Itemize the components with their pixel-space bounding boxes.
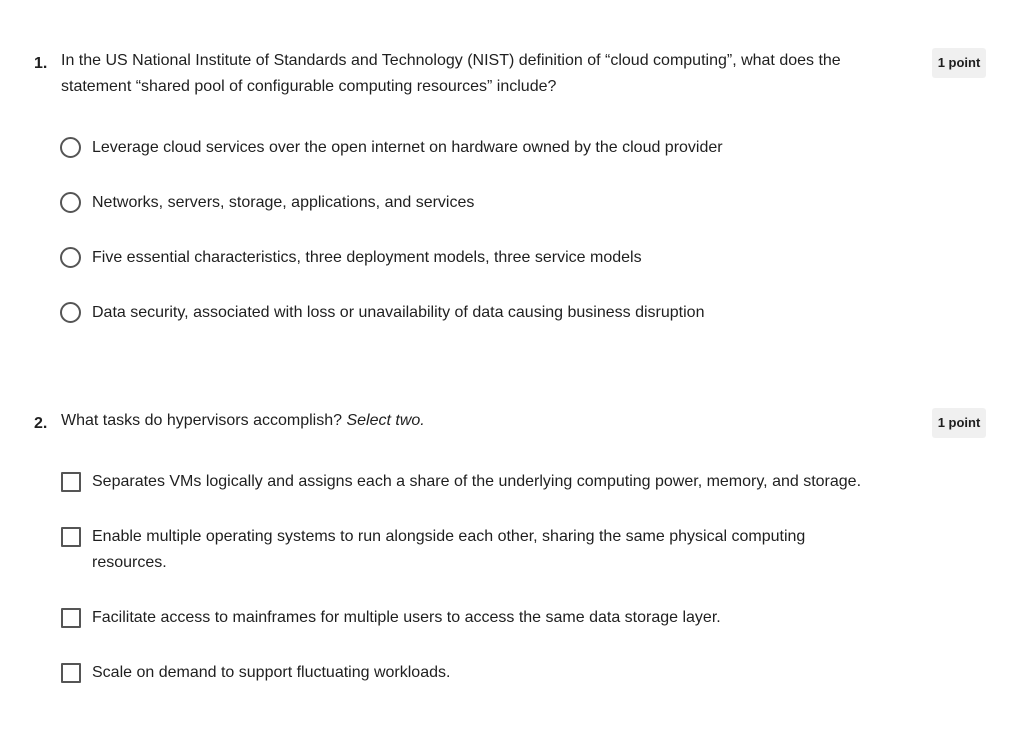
option-label: Data security, associated with loss or unavailability of data causing business disruption <box>92 304 705 321</box>
question-number: 1. <box>34 55 48 72</box>
radio-button[interactable] <box>60 247 81 268</box>
checkbox[interactable] <box>61 472 81 492</box>
checkbox[interactable] <box>61 608 81 628</box>
option-label: Networks, servers, storage, applications, and services <box>92 194 475 211</box>
option-label: Scale on demand to support fluctuating workloads. <box>92 664 451 681</box>
option-label: Five essential characteristics, three deployment models, three service models <box>92 249 642 266</box>
option-label: Separates VMs logically and assigns each a share of the underlying computing power, memory, and storage. <box>92 473 862 490</box>
question-text <box>61 408 861 434</box>
question-text-emphasis: Select two. <box>346 412 425 429</box>
question-text: In the US National Institute of Standards and Technology (NIST) definition of “cloud computing”, what does the statement “shared pool of configurable computing resources” include? <box>61 52 841 95</box>
radio-button[interactable] <box>60 302 81 323</box>
option-label: Leverage cloud services over the open internet on hardware owned by the cloud provider <box>92 139 723 156</box>
option-label: Enable multiple operating systems to run alongside each other, sharing the same physical computing resources. <box>92 528 806 571</box>
points-badge: 1 point <box>932 48 986 78</box>
option-label: Facilitate access to mainframes for multiple users to access the same data storage layer. <box>92 609 721 626</box>
checkbox[interactable] <box>61 663 81 683</box>
points-badge: 1 point <box>932 408 986 438</box>
question-number: 2. <box>34 415 48 432</box>
checkbox[interactable] <box>61 527 81 547</box>
radio-button[interactable] <box>60 192 81 213</box>
radio-button[interactable] <box>60 137 81 158</box>
question-text-main: What tasks do hypervisors accomplish? <box>61 412 347 429</box>
